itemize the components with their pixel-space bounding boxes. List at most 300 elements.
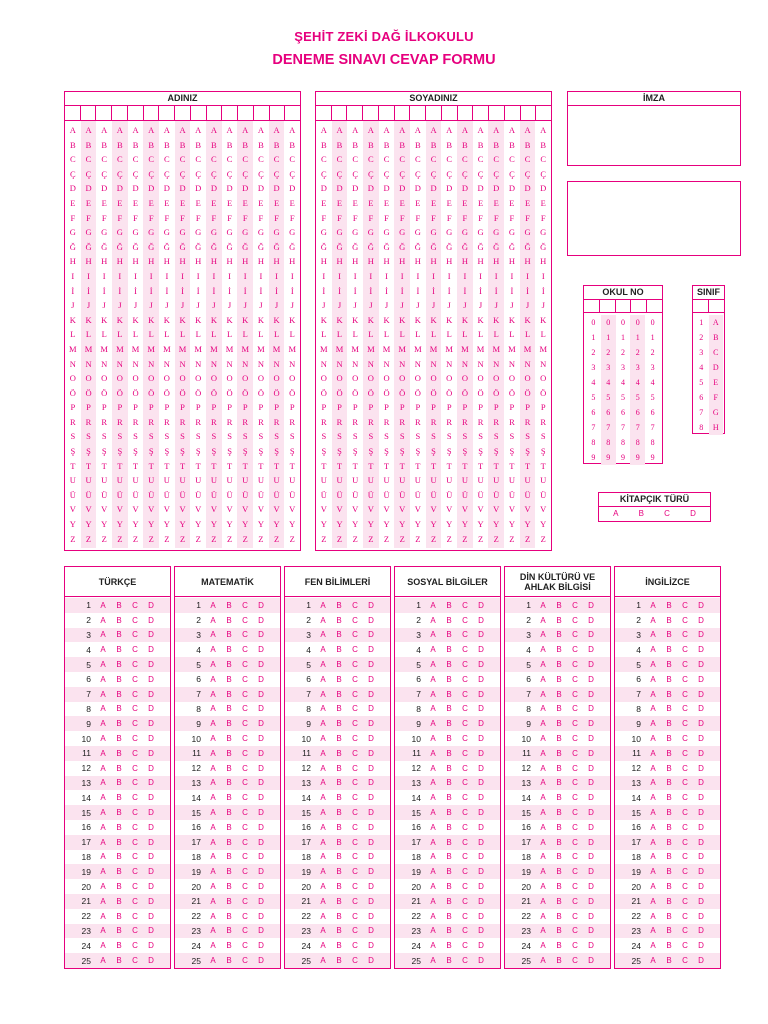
first-name-letter-bubble[interactable]: C bbox=[85, 154, 92, 165]
last-name-letter-bubble[interactable]: Ş bbox=[384, 446, 389, 457]
first-name-letter-bubble[interactable]: V bbox=[210, 504, 217, 515]
answer-option-bubble[interactable]: D bbox=[478, 778, 484, 788]
answer-option-bubble[interactable]: C bbox=[352, 615, 358, 625]
first-name-letter-bubble[interactable]: D bbox=[289, 183, 296, 194]
last-name-letter-bubble[interactable]: Ğ bbox=[399, 241, 406, 252]
last-name-letter-bubble[interactable]: B bbox=[462, 139, 468, 150]
first-name-letter-bubble[interactable]: O bbox=[179, 373, 186, 384]
last-name-letter-bubble[interactable]: I bbox=[463, 270, 467, 281]
last-name-letter-bubble[interactable]: Y bbox=[461, 519, 468, 530]
answer-option-bubble[interactable]: A bbox=[650, 911, 656, 921]
first-name-letter-bubble[interactable]: I bbox=[134, 270, 137, 281]
school-number-digit-bubble[interactable]: 3 bbox=[591, 363, 596, 372]
answer-option-bubble[interactable]: A bbox=[210, 734, 216, 744]
last-name-letter-bubble[interactable]: Z bbox=[524, 533, 531, 544]
last-name-letter-bubble[interactable]: Ş bbox=[368, 446, 374, 457]
last-name-letter-bubble[interactable]: M bbox=[445, 343, 453, 354]
answer-option-bubble[interactable]: C bbox=[352, 911, 358, 921]
last-name-letter-bubble[interactable]: J bbox=[494, 300, 498, 311]
first-name-letter-bubble[interactable]: B bbox=[273, 139, 280, 150]
first-name-letter-bubble[interactable]: Ö bbox=[210, 387, 217, 398]
answer-option-bubble[interactable]: B bbox=[226, 674, 232, 684]
first-name-letter-bubble[interactable]: K bbox=[69, 314, 76, 325]
first-name-letter-bubble[interactable]: Ş bbox=[101, 446, 107, 457]
last-name-letter-bubble[interactable]: M bbox=[367, 343, 375, 354]
first-name-letter-bubble[interactable]: G bbox=[195, 227, 202, 238]
answer-option-bubble[interactable]: C bbox=[352, 926, 358, 936]
answer-option-bubble[interactable]: A bbox=[100, 645, 106, 655]
answer-option-bubble[interactable]: A bbox=[430, 645, 436, 655]
first-name-letter-bubble[interactable]: A bbox=[289, 125, 296, 135]
last-name-letter-bubble[interactable]: Ü bbox=[414, 489, 421, 500]
answer-option-bubble[interactable]: A bbox=[430, 941, 436, 951]
school-number-digit-bubble[interactable]: 5 bbox=[620, 393, 625, 402]
class-section-bubble[interactable]: F bbox=[713, 393, 718, 402]
last-name-letter-bubble[interactable]: M bbox=[335, 343, 344, 354]
answer-option-bubble[interactable]: A bbox=[540, 956, 546, 966]
answer-option-bubble[interactable]: C bbox=[572, 748, 578, 758]
first-name-letter-bubble[interactable]: B bbox=[117, 139, 123, 150]
answer-option-bubble[interactable]: D bbox=[148, 941, 154, 951]
first-name-letter-bubble[interactable]: U bbox=[163, 475, 170, 486]
last-name-letter-bubble[interactable]: İ bbox=[526, 285, 529, 296]
first-name-letter-bubble[interactable]: N bbox=[132, 358, 139, 369]
answer-option-bubble[interactable]: C bbox=[242, 660, 248, 670]
answer-option-bubble[interactable]: C bbox=[682, 763, 688, 773]
answer-option-bubble[interactable]: A bbox=[430, 896, 436, 906]
last-name-letter-bubble[interactable]: N bbox=[540, 358, 547, 369]
last-name-letter-bubble[interactable]: Ş bbox=[493, 446, 499, 457]
first-name-letter-bubble[interactable]: Z bbox=[85, 533, 92, 544]
last-name-letter-bubble[interactable]: Ğ bbox=[430, 241, 437, 252]
answer-option-bubble[interactable]: C bbox=[572, 822, 578, 832]
first-name-letter-bubble[interactable]: Ç bbox=[101, 168, 108, 179]
answer-option-bubble[interactable]: A bbox=[210, 748, 216, 758]
answer-option-bubble[interactable]: D bbox=[148, 852, 154, 862]
answer-option-bubble[interactable]: D bbox=[588, 837, 594, 847]
last-name-letter-bubble[interactable]: F bbox=[525, 212, 530, 223]
answer-option-bubble[interactable]: C bbox=[132, 689, 138, 699]
first-name-letter-bubble[interactable]: S bbox=[258, 431, 264, 442]
first-name-letter-bubble[interactable]: F bbox=[289, 212, 295, 223]
last-name-letter-bubble[interactable]: T bbox=[477, 460, 484, 471]
first-name-letter-bubble[interactable]: Z bbox=[273, 533, 280, 544]
last-name-letter-bubble[interactable]: Ş bbox=[462, 446, 468, 457]
last-name-letter-bubble[interactable]: C bbox=[540, 154, 547, 165]
last-name-write-cell[interactable] bbox=[347, 106, 363, 120]
last-name-letter-bubble[interactable]: Z bbox=[477, 533, 484, 544]
last-name-letter-bubble[interactable]: A bbox=[446, 125, 453, 135]
answer-option-bubble[interactable]: B bbox=[446, 763, 452, 773]
last-name-letter-bubble[interactable]: D bbox=[477, 183, 484, 194]
first-name-letter-bubble[interactable]: İ bbox=[181, 285, 184, 296]
last-name-letter-bubble[interactable]: P bbox=[493, 402, 499, 413]
answer-option-bubble[interactable]: B bbox=[666, 689, 672, 699]
last-name-letter-bubble[interactable]: N bbox=[320, 358, 327, 369]
first-name-letter-bubble[interactable]: İ bbox=[290, 285, 294, 296]
answer-option-bubble[interactable]: C bbox=[572, 660, 578, 670]
first-name-letter-bubble[interactable]: P bbox=[211, 402, 217, 413]
answer-option-bubble[interactable]: B bbox=[336, 911, 342, 921]
last-name-letter-bubble[interactable]: Z bbox=[321, 533, 327, 544]
first-name-letter-bubble[interactable]: B bbox=[164, 139, 170, 150]
answer-option-bubble[interactable]: B bbox=[226, 689, 232, 699]
answer-option-bubble[interactable]: A bbox=[100, 704, 106, 714]
last-name-letter-bubble[interactable]: S bbox=[525, 431, 530, 442]
school-number-digit-bubble[interactable]: 2 bbox=[591, 348, 596, 357]
last-name-letter-bubble[interactable]: O bbox=[414, 373, 421, 384]
last-name-letter-bubble[interactable]: S bbox=[352, 431, 358, 442]
first-name-letter-bubble[interactable]: B bbox=[179, 139, 186, 150]
first-name-letter-bubble[interactable]: R bbox=[132, 416, 139, 427]
answer-option-bubble[interactable]: A bbox=[210, 867, 216, 877]
first-name-letter-bubble[interactable]: S bbox=[289, 431, 295, 442]
answer-option-bubble[interactable]: D bbox=[588, 896, 594, 906]
answer-option-bubble[interactable]: C bbox=[682, 660, 688, 670]
first-name-letter-bubble[interactable]: D bbox=[132, 183, 139, 194]
answer-option-bubble[interactable]: B bbox=[666, 630, 672, 640]
answer-option-bubble[interactable]: A bbox=[100, 748, 106, 758]
first-name-letter-bubble[interactable]: R bbox=[164, 416, 170, 427]
answer-option-bubble[interactable]: B bbox=[336, 896, 342, 906]
answer-option-bubble[interactable]: C bbox=[682, 808, 688, 818]
first-name-letter-bubble[interactable]: R bbox=[289, 416, 296, 427]
answer-option-bubble[interactable]: D bbox=[148, 615, 154, 625]
last-name-letter-bubble[interactable]: G bbox=[524, 227, 531, 238]
first-name-letter-bubble[interactable]: U bbox=[257, 475, 264, 486]
first-name-letter-bubble[interactable]: J bbox=[102, 300, 106, 311]
first-name-letter-bubble[interactable]: Ç bbox=[211, 168, 217, 179]
last-name-letter-bubble[interactable]: V bbox=[461, 504, 468, 515]
first-name-letter-bubble[interactable]: A bbox=[195, 125, 202, 135]
answer-option-bubble[interactable]: A bbox=[320, 645, 326, 655]
last-name-letter-bubble[interactable]: Ş bbox=[431, 446, 436, 457]
answer-option-bubble[interactable]: D bbox=[258, 734, 264, 744]
first-name-letter-bubble[interactable]: O bbox=[195, 373, 202, 384]
answer-option-bubble[interactable]: B bbox=[666, 941, 672, 951]
answer-option-bubble[interactable]: B bbox=[226, 600, 232, 610]
first-name-letter-bubble[interactable]: D bbox=[210, 183, 217, 194]
last-name-letter-bubble[interactable]: J bbox=[510, 300, 514, 311]
answer-option-bubble[interactable]: A bbox=[540, 719, 546, 729]
school-number-write-cell[interactable] bbox=[584, 300, 600, 312]
first-name-letter-bubble[interactable]: D bbox=[195, 183, 202, 194]
last-name-letter-bubble[interactable]: V bbox=[446, 504, 453, 515]
answer-option-bubble[interactable]: D bbox=[588, 911, 594, 921]
first-name-letter-bubble[interactable]: E bbox=[179, 197, 186, 208]
last-name-letter-bubble[interactable]: N bbox=[493, 358, 500, 369]
answer-option-bubble[interactable]: D bbox=[478, 867, 484, 877]
last-name-write-cell[interactable] bbox=[379, 106, 395, 120]
school-number-digit-bubble[interactable]: 4 bbox=[606, 378, 611, 387]
last-name-letter-bubble[interactable]: U bbox=[524, 475, 531, 486]
last-name-letter-bubble[interactable]: V bbox=[352, 504, 359, 515]
last-name-letter-bubble[interactable]: S bbox=[446, 431, 452, 442]
last-name-letter-bubble[interactable]: A bbox=[414, 125, 421, 135]
first-name-letter-bubble[interactable]: D bbox=[273, 183, 280, 194]
last-name-letter-bubble[interactable]: M bbox=[492, 343, 500, 354]
answer-option-bubble[interactable]: A bbox=[210, 615, 216, 625]
first-name-letter-bubble[interactable]: G bbox=[69, 227, 76, 238]
first-name-letter-bubble[interactable]: Ö bbox=[163, 387, 170, 398]
first-name-letter-bubble[interactable]: V bbox=[69, 504, 76, 515]
answer-option-bubble[interactable]: D bbox=[478, 630, 484, 640]
first-name-letter-bubble[interactable]: C bbox=[101, 154, 108, 165]
answer-option-bubble[interactable]: D bbox=[148, 956, 154, 966]
booklet-type-option[interactable]: A bbox=[613, 509, 619, 518]
answer-option-bubble[interactable]: A bbox=[540, 808, 546, 818]
last-name-letter-bubble[interactable]: Z bbox=[430, 533, 437, 544]
answer-option-bubble[interactable]: D bbox=[588, 748, 594, 758]
last-name-letter-bubble[interactable]: K bbox=[414, 314, 421, 325]
last-name-letter-bubble[interactable]: Ö bbox=[508, 387, 515, 398]
last-name-letter-bubble[interactable]: S bbox=[399, 431, 405, 442]
answer-option-bubble[interactable]: C bbox=[462, 793, 468, 803]
first-name-letter-bubble[interactable]: B bbox=[242, 139, 249, 150]
first-name-letter-bubble[interactable]: G bbox=[210, 227, 217, 238]
answer-option-bubble[interactable]: D bbox=[368, 660, 374, 670]
answer-option-bubble[interactable]: D bbox=[258, 748, 264, 758]
answer-option-bubble[interactable]: B bbox=[336, 956, 342, 966]
last-name-letter-bubble[interactable]: İ bbox=[541, 285, 545, 296]
answer-option-bubble[interactable]: D bbox=[588, 763, 594, 773]
last-name-letter-bubble[interactable]: F bbox=[431, 212, 436, 223]
answer-option-bubble[interactable]: C bbox=[682, 867, 688, 877]
answer-option-bubble[interactable]: A bbox=[100, 778, 106, 788]
last-name-letter-bubble[interactable]: L bbox=[493, 329, 499, 340]
answer-option-bubble[interactable]: B bbox=[226, 778, 232, 788]
answer-option-bubble[interactable]: A bbox=[650, 956, 656, 966]
last-name-letter-bubble[interactable]: L bbox=[352, 329, 358, 340]
first-name-letter-bubble[interactable]: Ğ bbox=[257, 241, 264, 252]
answer-option-bubble[interactable]: C bbox=[132, 748, 138, 758]
first-name-letter-bubble[interactable]: T bbox=[85, 460, 92, 471]
class-section-bubble[interactable]: H bbox=[712, 423, 719, 432]
first-name-letter-bubble[interactable]: N bbox=[101, 358, 108, 369]
last-name-letter-bubble[interactable]: A bbox=[367, 125, 374, 135]
last-name-letter-bubble[interactable]: Ö bbox=[524, 387, 531, 398]
answer-option-bubble[interactable]: B bbox=[336, 763, 342, 773]
answer-option-bubble[interactable]: B bbox=[556, 852, 562, 862]
last-name-letter-bubble[interactable]: İ bbox=[353, 285, 357, 296]
last-name-letter-bubble[interactable]: A bbox=[540, 125, 547, 135]
first-name-letter-bubble[interactable]: Ş bbox=[180, 446, 185, 457]
answer-option-bubble[interactable]: B bbox=[116, 600, 122, 610]
last-name-letter-bubble[interactable]: G bbox=[446, 227, 453, 238]
answer-option-bubble[interactable]: D bbox=[258, 941, 264, 951]
last-name-letter-bubble[interactable]: Z bbox=[462, 533, 468, 544]
answer-option-bubble[interactable]: D bbox=[588, 822, 594, 832]
last-name-letter-bubble[interactable]: C bbox=[509, 154, 515, 165]
answer-option-bubble[interactable]: D bbox=[258, 926, 264, 936]
school-number-digit-bubble[interactable]: 5 bbox=[650, 393, 655, 402]
last-name-letter-bubble[interactable]: E bbox=[399, 197, 405, 208]
first-name-letter-bubble[interactable]: Ü bbox=[101, 489, 108, 500]
answer-option-bubble[interactable]: D bbox=[258, 615, 264, 625]
first-name-letter-bubble[interactable]: K bbox=[210, 314, 217, 325]
last-name-letter-bubble[interactable]: O bbox=[540, 373, 547, 384]
first-name-letter-bubble[interactable]: Ğ bbox=[210, 241, 217, 252]
answer-option-bubble[interactable]: C bbox=[462, 852, 468, 862]
last-name-letter-bubble[interactable]: Y bbox=[383, 519, 390, 530]
first-name-letter-bubble[interactable]: A bbox=[210, 125, 217, 135]
last-name-write-cell[interactable] bbox=[410, 106, 426, 120]
answer-option-bubble[interactable]: B bbox=[666, 867, 672, 877]
answer-option-bubble[interactable]: D bbox=[588, 645, 594, 655]
last-name-letter-bubble[interactable]: R bbox=[352, 416, 359, 427]
answer-option-bubble[interactable]: B bbox=[556, 956, 562, 966]
school-number-write-cell[interactable] bbox=[616, 300, 632, 312]
answer-option-bubble[interactable]: A bbox=[430, 630, 436, 640]
answer-option-bubble[interactable]: A bbox=[100, 941, 106, 951]
last-name-letter-bubble[interactable]: G bbox=[461, 227, 468, 238]
school-number-digit-bubble[interactable]: 6 bbox=[650, 408, 655, 417]
answer-option-bubble[interactable]: B bbox=[336, 674, 342, 684]
answer-option-bubble[interactable]: D bbox=[588, 926, 594, 936]
last-name-letter-bubble[interactable]: Ü bbox=[493, 489, 500, 500]
last-name-letter-bubble[interactable]: N bbox=[461, 358, 468, 369]
first-name-letter-bubble[interactable]: E bbox=[164, 197, 170, 208]
last-name-letter-bubble[interactable]: F bbox=[399, 212, 405, 223]
answer-option-bubble[interactable]: C bbox=[682, 822, 688, 832]
last-name-letter-bubble[interactable]: L bbox=[524, 329, 531, 340]
answer-option-bubble[interactable]: C bbox=[462, 734, 468, 744]
answer-option-bubble[interactable]: D bbox=[698, 763, 704, 773]
answer-option-bubble[interactable]: D bbox=[368, 600, 374, 610]
answer-option-bubble[interactable]: B bbox=[226, 630, 232, 640]
first-name-letter-bubble[interactable]: Z bbox=[258, 533, 264, 544]
answer-option-bubble[interactable]: A bbox=[650, 896, 656, 906]
last-name-letter-bubble[interactable]: İ bbox=[479, 285, 482, 296]
first-name-letter-bubble[interactable]: M bbox=[225, 343, 234, 354]
answer-option-bubble[interactable]: C bbox=[132, 704, 138, 714]
first-name-letter-bubble[interactable]: V bbox=[226, 504, 233, 515]
answer-option-bubble[interactable]: C bbox=[132, 837, 138, 847]
answer-option-bubble[interactable]: D bbox=[368, 704, 374, 714]
answer-option-bubble[interactable]: C bbox=[462, 719, 468, 729]
first-name-letter-bubble[interactable]: Y bbox=[163, 519, 170, 530]
last-name-letter-bubble[interactable]: R bbox=[509, 416, 515, 427]
first-name-letter-bubble[interactable]: Ç bbox=[289, 168, 296, 179]
first-name-letter-bubble[interactable]: L bbox=[117, 329, 123, 340]
last-name-letter-bubble[interactable]: B bbox=[415, 139, 421, 150]
school-number-write-cell[interactable] bbox=[600, 300, 616, 312]
last-name-letter-bubble[interactable]: Ğ bbox=[336, 241, 343, 252]
first-name-letter-bubble[interactable]: L bbox=[70, 329, 76, 340]
answer-option-bubble[interactable]: B bbox=[226, 719, 232, 729]
last-name-letter-bubble[interactable]: S bbox=[337, 431, 342, 442]
first-name-letter-bubble[interactable]: Ü bbox=[69, 489, 76, 500]
answer-option-bubble[interactable]: C bbox=[682, 615, 688, 625]
answer-option-bubble[interactable]: C bbox=[572, 734, 578, 744]
first-name-letter-bubble[interactable]: Z bbox=[195, 533, 201, 544]
first-name-letter-bubble[interactable]: Y bbox=[195, 519, 202, 530]
last-name-letter-bubble[interactable]: Ö bbox=[320, 387, 327, 398]
first-name-letter-bubble[interactable]: Z bbox=[289, 533, 295, 544]
first-name-letter-bubble[interactable]: I bbox=[118, 270, 122, 281]
first-name-letter-bubble[interactable]: R bbox=[211, 416, 217, 427]
answer-option-bubble[interactable]: C bbox=[462, 674, 468, 684]
last-name-letter-bubble[interactable]: E bbox=[493, 197, 499, 208]
answer-option-bubble[interactable]: A bbox=[650, 734, 656, 744]
first-name-letter-bubble[interactable]: C bbox=[117, 154, 123, 165]
last-name-letter-bubble[interactable]: H bbox=[383, 256, 390, 267]
last-name-letter-bubble[interactable]: Ö bbox=[414, 387, 421, 398]
first-name-letter-bubble[interactable]: Z bbox=[101, 533, 107, 544]
last-name-letter-bubble[interactable]: G bbox=[430, 227, 437, 238]
class-section-bubble[interactable]: G bbox=[712, 408, 719, 417]
answer-option-bubble[interactable]: A bbox=[210, 778, 216, 788]
first-name-letter-bubble[interactable]: U bbox=[132, 475, 139, 486]
answer-option-bubble[interactable]: C bbox=[352, 867, 358, 877]
answer-option-bubble[interactable]: D bbox=[588, 615, 594, 625]
answer-option-bubble[interactable]: B bbox=[336, 719, 342, 729]
answer-option-bubble[interactable]: B bbox=[116, 778, 122, 788]
answer-option-bubble[interactable]: C bbox=[682, 793, 688, 803]
school-number-digit-bubble[interactable]: 6 bbox=[606, 408, 611, 417]
first-name-letter-bubble[interactable]: T bbox=[242, 460, 248, 471]
first-name-letter-bubble[interactable]: D bbox=[163, 183, 170, 194]
answer-option-bubble[interactable]: C bbox=[682, 852, 688, 862]
answer-option-bubble[interactable]: D bbox=[478, 600, 484, 610]
answer-option-bubble[interactable]: A bbox=[430, 911, 436, 921]
last-name-letter-bubble[interactable]: Ü bbox=[352, 489, 359, 500]
first-name-letter-bubble[interactable]: C bbox=[195, 154, 202, 165]
answer-option-bubble[interactable]: B bbox=[226, 896, 232, 906]
answer-option-bubble[interactable]: C bbox=[462, 808, 468, 818]
last-name-letter-bubble[interactable]: I bbox=[385, 270, 388, 281]
last-name-letter-bubble[interactable]: Ş bbox=[321, 446, 327, 457]
last-name-letter-bubble[interactable]: J bbox=[541, 300, 545, 311]
answer-option-bubble[interactable]: C bbox=[572, 704, 578, 714]
class-grade-bubble[interactable]: 8 bbox=[699, 423, 704, 432]
first-name-letter-bubble[interactable]: G bbox=[163, 227, 170, 238]
answer-option-bubble[interactable]: B bbox=[446, 674, 452, 684]
answer-option-bubble[interactable]: B bbox=[116, 837, 122, 847]
last-name-letter-bubble[interactable]: P bbox=[446, 402, 452, 413]
last-name-letter-bubble[interactable]: B bbox=[524, 139, 531, 150]
last-name-letter-bubble[interactable]: Ğ bbox=[524, 241, 531, 252]
last-name-letter-bubble[interactable]: Ş bbox=[446, 446, 452, 457]
answer-option-bubble[interactable]: C bbox=[242, 882, 248, 892]
first-name-letter-bubble[interactable]: R bbox=[85, 416, 92, 427]
answer-option-bubble[interactable]: A bbox=[650, 793, 656, 803]
class-grade-bubble[interactable]: 2 bbox=[699, 333, 704, 342]
answer-option-bubble[interactable]: C bbox=[352, 600, 358, 610]
last-name-letter-bubble[interactable]: U bbox=[414, 475, 421, 486]
answer-option-bubble[interactable]: D bbox=[588, 734, 594, 744]
first-name-letter-bubble[interactable]: F bbox=[258, 212, 264, 223]
answer-option-bubble[interactable]: C bbox=[462, 926, 468, 936]
answer-option-bubble[interactable]: C bbox=[462, 660, 468, 670]
answer-option-bubble[interactable]: C bbox=[572, 808, 578, 818]
answer-option-bubble[interactable]: C bbox=[242, 645, 248, 655]
answer-option-bubble[interactable]: A bbox=[650, 704, 656, 714]
answer-option-bubble[interactable]: B bbox=[446, 882, 452, 892]
answer-option-bubble[interactable]: D bbox=[258, 852, 264, 862]
class-section-bubble[interactable]: B bbox=[713, 333, 719, 342]
answer-option-bubble[interactable]: C bbox=[132, 615, 138, 625]
last-name-letter-bubble[interactable]: Y bbox=[320, 519, 327, 530]
first-name-letter-bubble[interactable]: E bbox=[101, 197, 107, 208]
last-name-write-cell[interactable] bbox=[316, 106, 332, 120]
first-name-letter-bubble[interactable]: F bbox=[164, 212, 170, 223]
first-name-letter-bubble[interactable]: E bbox=[70, 197, 76, 208]
last-name-letter-bubble[interactable]: L bbox=[383, 329, 390, 340]
last-name-letter-bubble[interactable]: O bbox=[446, 373, 453, 384]
last-name-letter-bubble[interactable]: D bbox=[414, 183, 421, 194]
answer-option-bubble[interactable]: D bbox=[478, 660, 484, 670]
